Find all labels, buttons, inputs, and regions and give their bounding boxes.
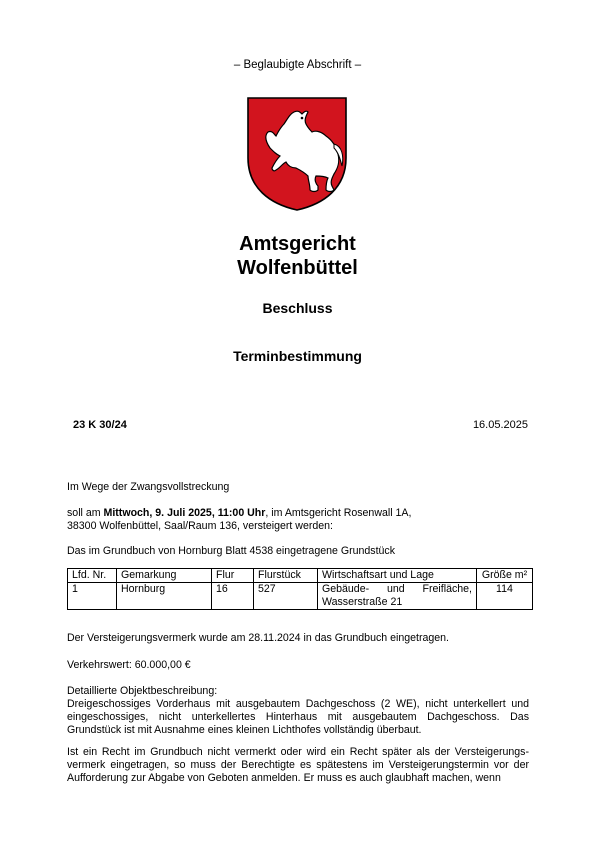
cell-flur: 16 [212,583,254,610]
property-table [67,568,533,610]
cell-flurstueck: 527 [254,583,318,610]
cell-lage-word3: Freifläche, [422,583,472,595]
cell-wirtschaftsart [318,583,477,610]
court-name-line1: Amtsgericht [239,233,356,255]
rights-notice: Ist ein Recht im Grundbuch nicht vermerkt oder wird ein Recht später als der Versteigerungs-vermerk eingetragen, so muss der Berechtigte es spätestens im Versteigerungstermin vor der Aufforderung zur Abgabe von Geboten anmelden. Er muss es auch glaubhaft machen, wenn [67,746,529,784]
vermerk-text: Der Versteigerungsvermerk wurde am 28.11.2024 in das Grundbuch eingetragen. [67,632,449,644]
description-text: Dreigeschossiges Vorderhaus mit ausgebautem Dachgeschoss (2 WE), nicht unterkellert und eingeschossiges, nicht unterkellertes Hinterhaus mit ausgebautem Dachgeschoss. Das Grundstück ist mit Ausnahme eines kleinen Lichthofes vollständig überbaut. [67,698,529,736]
header-flur: Flur [212,569,254,583]
header-gemarkung: Gemarkung [117,569,212,583]
certified-copy-note: – Beglaubigte Abschrift – [233,59,362,71]
auction-date: Mittwoch, 9. Juli 2025, 11:00 Uhr [103,507,266,519]
file-number: 23 K 30/24 [73,419,127,431]
cell-lfd-nr: 1 [68,583,117,610]
document-date: 16.05.2025 [472,419,528,431]
auction-prefix: soll am [67,507,104,519]
cell-lage-word1: Gebäude- [322,583,370,595]
table-header-row [68,569,533,583]
cell-lage-word2: und [386,583,405,595]
document-title: Beschluss [262,300,333,316]
cell-gemarkung: Hornburg [117,583,212,610]
header-wirtschaftsart: Wirtschaftsart und Lage [318,569,477,583]
verkehrswert: Verkehrswert: 60.000,00 € [67,659,191,671]
cell-lage-address: Wasserstraße 21 [322,596,403,608]
description-heading: Detaillierte Objektbeschreibung: [67,685,218,697]
auction-address: 38300 Wolfenbüttel, Saal/Raum 136, versteigert werden: [67,520,333,532]
header-lfd-nr: Lfd. Nr. [68,569,117,583]
intro-text: Im Wege der Zwangsvollstreckung [67,481,230,493]
header-flurstueck: Flurstück [254,569,318,583]
header-groesse: Größe m² [477,569,533,583]
coat-of-arms-horse-icon [246,96,348,212]
table-row [68,583,533,610]
court-name [0,232,595,280]
auction-appointment [67,507,529,533]
cell-groesse: 114 [477,583,533,610]
court-name-line2: Wolfenbüttel [237,257,358,279]
auction-location: , im Amtsgericht Rosenwall 1A, [265,507,412,519]
document-subtitle: Terminbestimmung [233,348,362,364]
property-intro: Das im Grundbuch von Hornburg Blatt 4538 eingetragene Grundstück [67,545,396,557]
